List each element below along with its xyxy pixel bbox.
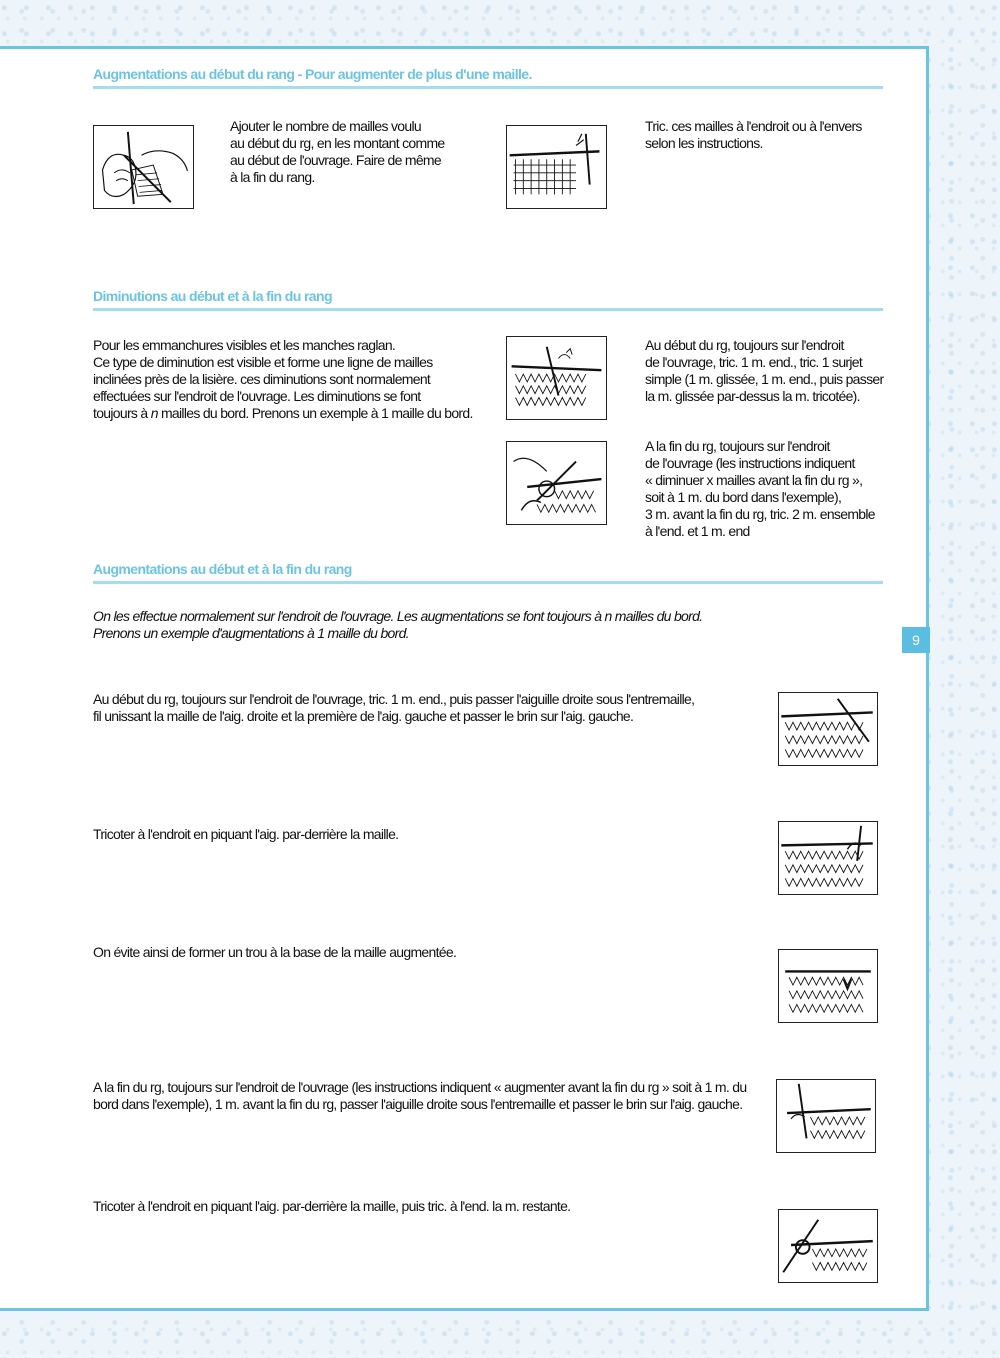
text-line: au début de l'ouvrage. Faire de même — [230, 152, 441, 168]
section-3-step-4 — [93, 1079, 746, 1113]
text-line: A la fin du rg, toujours sur l'endroit de l'ouvrage (les instructions indiquent « augmenter avant la fin du rg » soit à 1 m. du — [93, 1079, 747, 1095]
text-line: selon les instructions. — [645, 135, 763, 151]
section-2-title: Diminutions au début et à la fin du rang — [93, 288, 332, 304]
knit-two-together-icon — [506, 441, 607, 525]
text-line: Au début du rg, toujours sur l'endroit — [645, 337, 844, 353]
increased-stitch-icon — [778, 949, 878, 1023]
text-fragment: toujours à — [93, 405, 151, 421]
text-line: 3 m. avant la fin du rg, tric. 2 m. ensemble — [645, 506, 875, 522]
knit-through-back-icon — [778, 821, 878, 895]
section-1-left-text — [230, 118, 445, 186]
text-line: effectuées sur l'endroit de l'ouvrage. Les diminutions se font — [93, 388, 421, 404]
section-2-rule — [93, 308, 883, 311]
end-row-lift-strand-icon — [776, 1079, 876, 1153]
section-1-title: Augmentations au début du rang - Pour augmenter de plus d'une maille. — [93, 66, 532, 82]
text-line: de l'ouvrage, tric. 1 m. end., tric. 1 surjet — [645, 354, 863, 370]
hands-casting-on-icon — [93, 125, 194, 209]
text-fragment: mailles du bord. Prenons un exemple à 1 maille du bord. — [157, 405, 473, 421]
section-3-step-2 — [93, 826, 398, 843]
section-3-title: Augmentations au début et à la fin du rang — [93, 561, 352, 577]
section-1-rule — [93, 86, 883, 89]
section-2-intro — [93, 337, 473, 422]
text-line: fil unissant la maille de l'aig. droite et la première de l'aig. gauche et passer le brin sur l'aig. gauche. — [93, 708, 634, 724]
text-line: Ce type de diminution est visible et forme une ligne de mailles — [93, 354, 433, 370]
text-line: Tric. ces mailles à l'endroit ou à l'envers — [645, 118, 862, 134]
text-line: de l'ouvrage (les instructions indiquent — [645, 455, 855, 471]
text-line: « diminuer x mailles avant la fin du rg », — [645, 472, 863, 488]
section-1-right-text — [645, 118, 862, 152]
text-line: Ajouter le nombre de mailles voulu — [230, 118, 421, 134]
section-2-step-2 — [645, 438, 875, 540]
text-line: à l'end. et 1 m. end — [645, 523, 750, 539]
text-line: On évite ainsi de former un trou à la base de la maille augmentée. — [93, 944, 457, 960]
section-3-intro — [93, 608, 702, 642]
lift-strand-icon — [778, 692, 878, 766]
text-line: Prenons un exemple d'augmentations à 1 maille du bord. — [93, 625, 409, 641]
text-line: Au début du rg, toujours sur l'endroit de l'ouvrage, tric. 1 m. end., puis passer l'aiguille droite sous l'entremaille, — [93, 691, 695, 707]
end-row-knit-back-icon — [778, 1209, 878, 1283]
text-line: à la fin du rang. — [230, 169, 315, 185]
section-3-step-1 — [93, 691, 694, 725]
text-line: On les effectue normalement sur l'endroit de l'ouvrage. Les augmentations se font toujours à n mailles du bord. — [93, 608, 703, 624]
text-line: bord dans l'exemple), 1 m. avant la fin du rg, passer l'aiguille droite sous l'entremaille et passer le brin sur l'aig. gauche. — [93, 1096, 743, 1112]
section-3-rule — [93, 581, 883, 584]
section-3-step-5 — [93, 1198, 570, 1215]
text-line: inclinées près de la lisière. ces diminutions sont normalement — [93, 371, 431, 387]
text-line: Pour les emmanchures visibles et les manches raglan. — [93, 337, 396, 353]
text-fragment-italic: n — [150, 405, 158, 421]
text-line — [93, 405, 473, 422]
page-number: 9 — [902, 627, 930, 653]
text-line: A la fin du rg, toujours sur l'endroit — [645, 438, 830, 454]
section-3-step-3 — [93, 944, 456, 961]
text-line: soit à 1 m. du bord dans l'exemple), — [645, 489, 842, 505]
text-line: au début du rg, en les montant comme — [230, 135, 445, 151]
text-line: Tricoter à l'endroit en piquant l'aig. par-derrière la maille. — [93, 826, 399, 842]
text-line: Tricoter à l'endroit en piquant l'aig. par-derrière la maille, puis tric. à l'end. la m. restante. — [93, 1198, 571, 1214]
section-2-step-1 — [645, 337, 883, 405]
text-line: la m. glissée par-dessus la m. tricotée). — [645, 388, 860, 404]
slip-stitch-decrease-icon — [506, 336, 607, 420]
text-line: simple (1 m. glissée, 1 m. end., puis passer — [645, 371, 884, 387]
needles-knit-rows-icon — [506, 125, 607, 209]
